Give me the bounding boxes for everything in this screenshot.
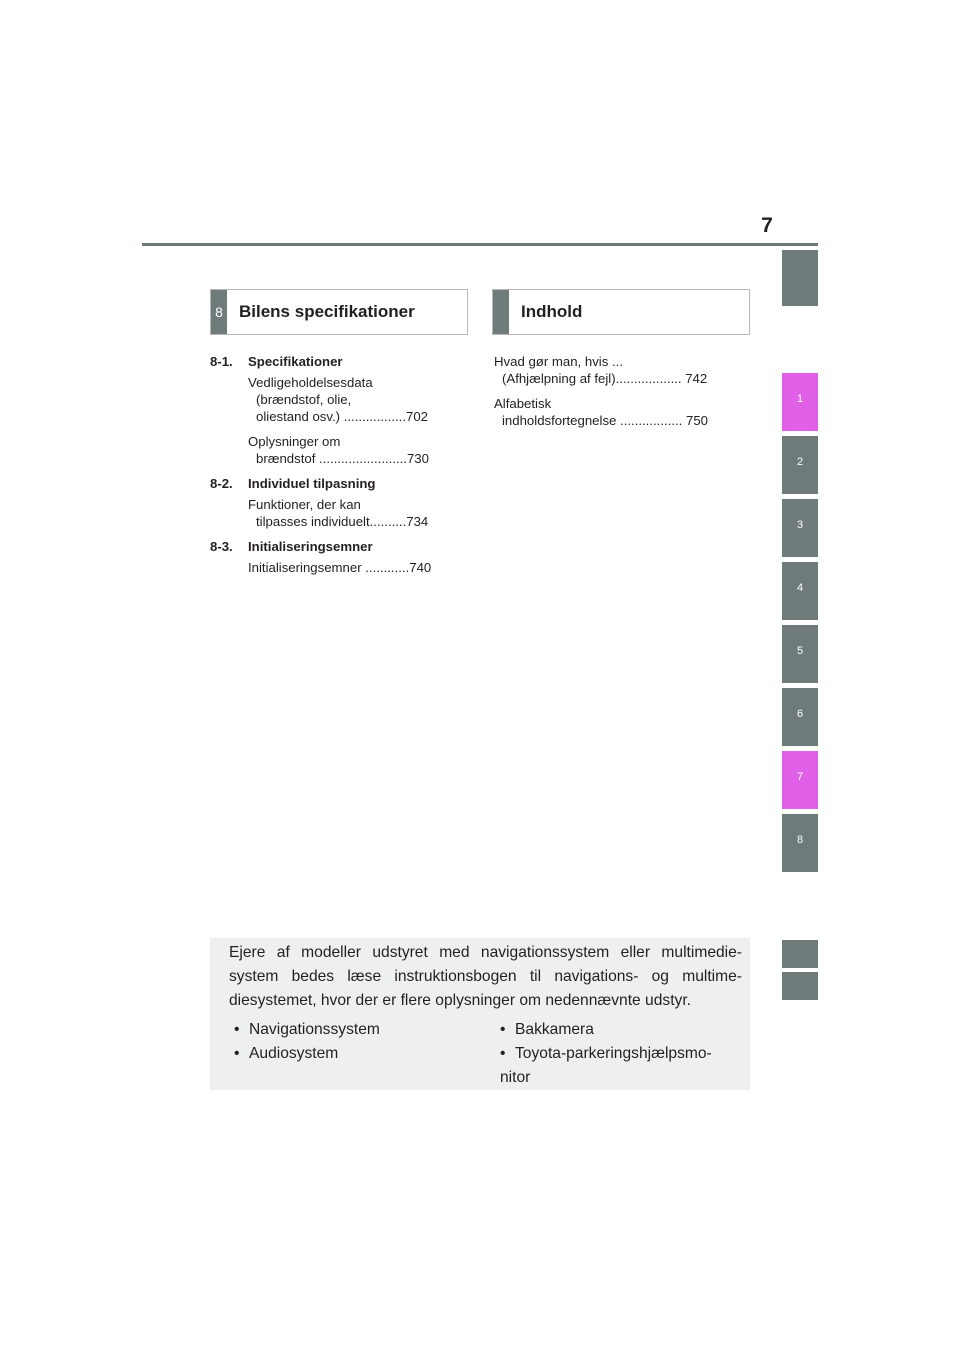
toc-entry[interactable]: Hvad gør man, hvis ... (Afhjælpning af fejl).................. 742 bbox=[494, 354, 708, 386]
tab-label: 4 bbox=[796, 582, 804, 594]
section-title: Indhold bbox=[521, 302, 583, 321]
tab-5[interactable] bbox=[782, 625, 818, 683]
tab-label: 5 bbox=[796, 645, 804, 657]
tab-label: 1 bbox=[796, 393, 804, 405]
notice-list-right bbox=[500, 1018, 712, 1090]
tab-label: 2 bbox=[796, 456, 804, 468]
tab-3[interactable] bbox=[782, 499, 818, 557]
toc-entry[interactable]: Vedligeholdelsesdata (brændstof, olie, oliestand osv.) .................702 bbox=[248, 375, 429, 424]
toc-entry[interactable]: Alfabetisk indholdsfortegnelse ................. 750 bbox=[494, 396, 708, 428]
chapter-heading[interactable]: 8-1. Specifikationer bbox=[210, 354, 343, 369]
tab-label: 8 bbox=[796, 834, 804, 846]
tab-label: 3 bbox=[796, 519, 804, 531]
tab-6[interactable] bbox=[782, 688, 818, 746]
tab-index-2[interactable] bbox=[782, 972, 818, 1000]
chapter-heading[interactable]: 8-2. Individuel tilpasning bbox=[210, 476, 376, 491]
tab-label: 7 bbox=[796, 771, 804, 783]
section-number: 8 bbox=[211, 290, 227, 334]
toc-entry[interactable]: Funktioner, der kan tilpasses individuelt..........734 bbox=[248, 497, 429, 529]
notice-text: Ejere af modeller udstyret med navigationssystem eller multimedie-system bedes læse instruktionsbogen til navigations- og multime-diesystemet, hvor der er flere oplysninger om nedennævnte udstyr. bbox=[229, 944, 742, 1009]
page-number: 7 bbox=[761, 214, 773, 237]
notice-list-left bbox=[234, 1018, 380, 1066]
toc-entry[interactable]: Initialiseringsemner ............740 bbox=[248, 560, 432, 575]
section-header-contents bbox=[492, 289, 750, 335]
list-item: • Toyota-parkeringshjælpsmo- bbox=[500, 1045, 712, 1062]
toc-right bbox=[494, 353, 744, 437]
header-rule bbox=[142, 243, 818, 246]
section-header-specifications bbox=[210, 289, 468, 335]
tab-4[interactable] bbox=[782, 562, 818, 620]
list-item-continuation: nitor bbox=[500, 1069, 531, 1086]
tab-2[interactable] bbox=[782, 436, 818, 494]
tab-index[interactable] bbox=[782, 940, 818, 968]
notice-box bbox=[210, 938, 750, 1090]
chapter-heading[interactable]: 8-3. Initialiseringsemner bbox=[210, 539, 373, 554]
list-item: • Audiosystem bbox=[234, 1045, 339, 1062]
section-title: Bilens specifikationer bbox=[239, 302, 415, 321]
section-marker bbox=[493, 290, 509, 334]
tab-label: 6 bbox=[796, 708, 804, 720]
tab-contents[interactable] bbox=[782, 250, 818, 306]
toc-entry[interactable]: Oplysninger om brændstof ........................730 bbox=[248, 434, 429, 466]
tab-1[interactable] bbox=[782, 373, 818, 431]
list-item: • Navigationssystem bbox=[234, 1021, 380, 1038]
tab-7[interactable] bbox=[782, 751, 818, 809]
toc-left bbox=[210, 353, 460, 584]
tab-8[interactable] bbox=[782, 814, 818, 872]
list-item: • Bakkamera bbox=[500, 1021, 594, 1038]
